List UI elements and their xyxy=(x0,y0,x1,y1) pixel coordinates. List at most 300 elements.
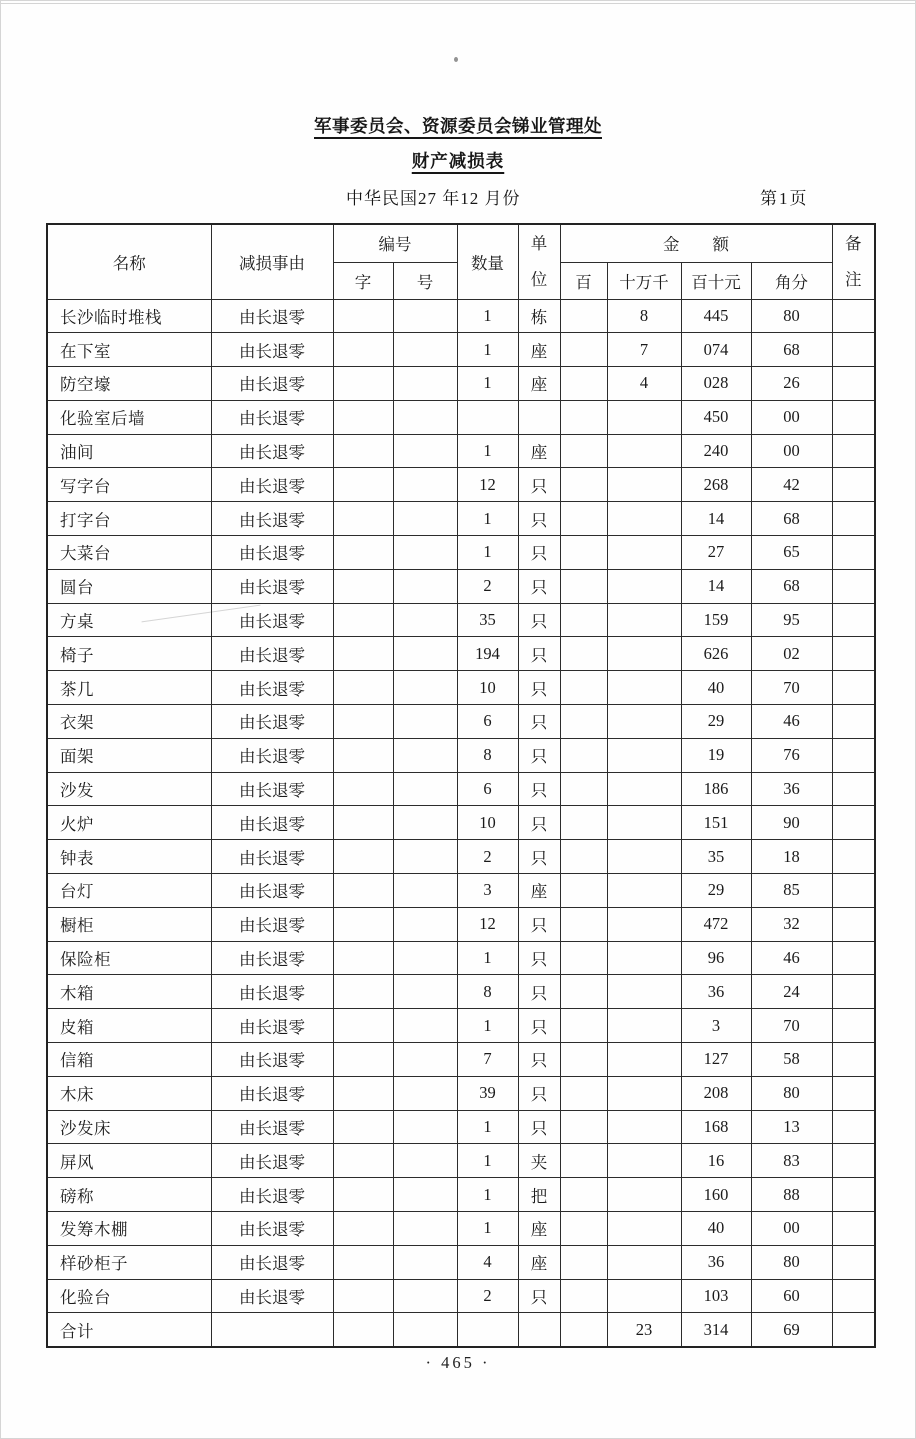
reason-cell: 由长退零 xyxy=(211,333,333,367)
unit-cell: 只 xyxy=(518,941,560,975)
amount-baishiyuan-cell: 186 xyxy=(681,772,751,806)
header-amount-jiaofen: 角分 xyxy=(751,262,832,299)
table-row xyxy=(47,603,875,637)
serial-zi-cell xyxy=(333,1279,393,1313)
quantity-cell: 1 xyxy=(457,1144,518,1178)
amount-jiaofen-cell: 80 xyxy=(751,1076,832,1110)
amount-jiaofen-cell: 95 xyxy=(751,603,832,637)
remark-cell xyxy=(832,840,875,874)
quantity-cell: 1 xyxy=(457,536,518,570)
unit-cell: 座 xyxy=(518,874,560,908)
serial-hao-cell xyxy=(393,637,457,671)
unit-cell: 座 xyxy=(518,1245,560,1279)
amount-bai-cell xyxy=(560,400,607,434)
reason-cell: 由长退零 xyxy=(211,502,333,536)
remark-cell xyxy=(832,400,875,434)
serial-zi-cell xyxy=(333,772,393,806)
table-row xyxy=(47,333,875,367)
amount-baishiyuan-cell: 450 xyxy=(681,400,751,434)
reason-cell: 由长退零 xyxy=(211,772,333,806)
serial-hao-cell xyxy=(393,468,457,502)
amount-shiwanqian-cell xyxy=(607,1043,681,1077)
serial-hao-cell xyxy=(393,1313,457,1347)
amount-shiwanqian-cell xyxy=(607,603,681,637)
property-loss-table xyxy=(46,223,876,1348)
unit-cell xyxy=(518,1313,560,1347)
table-row xyxy=(47,772,875,806)
reason-cell: 由长退零 xyxy=(211,299,333,333)
unit-cell: 座 xyxy=(518,333,560,367)
scan-artifact-line xyxy=(1,3,915,4)
amount-jiaofen-cell: 65 xyxy=(751,536,832,570)
header-amount-shiwanqian: 十万千 xyxy=(607,262,681,299)
amount-bai-cell xyxy=(560,1144,607,1178)
quantity-cell: 1 xyxy=(457,1212,518,1246)
serial-hao-cell xyxy=(393,941,457,975)
name-cell: 写字台 xyxy=(47,468,211,502)
unit-cell: 栋 xyxy=(518,299,560,333)
amount-shiwanqian-cell xyxy=(607,1178,681,1212)
table-body xyxy=(47,299,875,1347)
amount-jiaofen-cell: 24 xyxy=(751,975,832,1009)
amount-shiwanqian-cell xyxy=(607,1245,681,1279)
amount-shiwanqian-cell: 23 xyxy=(607,1313,681,1347)
reason-cell: 由长退零 xyxy=(211,1245,333,1279)
serial-hao-cell xyxy=(393,333,457,367)
quantity-cell: 1 xyxy=(457,1110,518,1144)
quantity-cell: 1 xyxy=(457,502,518,536)
amount-bai-cell xyxy=(560,1110,607,1144)
amount-jiaofen-cell: 00 xyxy=(751,400,832,434)
reason-cell: 由长退零 xyxy=(211,1144,333,1178)
amount-jiaofen-cell: 32 xyxy=(751,907,832,941)
remark-cell xyxy=(832,502,875,536)
reason-cell: 由长退零 xyxy=(211,975,333,1009)
name-cell: 台灯 xyxy=(47,874,211,908)
remark-cell xyxy=(832,1313,875,1347)
reason-cell: 由长退零 xyxy=(211,738,333,772)
quantity-cell: 3 xyxy=(457,874,518,908)
amount-bai-cell xyxy=(560,907,607,941)
table-row xyxy=(47,1110,875,1144)
amount-shiwanqian-cell xyxy=(607,874,681,908)
table-header xyxy=(47,224,875,299)
serial-zi-cell xyxy=(333,975,393,1009)
amount-jiaofen-cell: 90 xyxy=(751,806,832,840)
table-row xyxy=(47,1212,875,1246)
amount-bai-cell xyxy=(560,975,607,1009)
serial-zi-cell xyxy=(333,1043,393,1077)
amount-bai-cell xyxy=(560,671,607,705)
table-row xyxy=(47,874,875,908)
unit-cell: 只 xyxy=(518,536,560,570)
serial-hao-cell xyxy=(393,1212,457,1246)
serial-hao-cell xyxy=(393,603,457,637)
unit-cell: 只 xyxy=(518,772,560,806)
amount-baishiyuan-cell: 35 xyxy=(681,840,751,874)
amount-baishiyuan-cell: 29 xyxy=(681,705,751,739)
quantity-cell: 12 xyxy=(457,468,518,502)
amount-bai-cell xyxy=(560,637,607,671)
serial-hao-cell xyxy=(393,1245,457,1279)
reason-cell: 由长退零 xyxy=(211,705,333,739)
serial-hao-cell xyxy=(393,536,457,570)
amount-shiwanqian-cell xyxy=(607,907,681,941)
unit-cell: 只 xyxy=(518,1279,560,1313)
reason-cell: 由长退零 xyxy=(211,1043,333,1077)
name-cell: 合计 xyxy=(47,1313,211,1347)
remark-cell xyxy=(832,367,875,401)
header-amount-bai: 百 xyxy=(560,262,607,299)
remark-cell xyxy=(832,536,875,570)
amount-baishiyuan-cell: 40 xyxy=(681,671,751,705)
amount-bai-cell xyxy=(560,806,607,840)
serial-hao-cell xyxy=(393,1110,457,1144)
header-amount-baishiyuan: 百十元 xyxy=(681,262,751,299)
reason-cell: 由长退零 xyxy=(211,941,333,975)
table-row xyxy=(47,468,875,502)
name-cell: 皮箱 xyxy=(47,1009,211,1043)
amount-baishiyuan-cell: 36 xyxy=(681,1245,751,1279)
table-row xyxy=(47,738,875,772)
amount-shiwanqian-cell xyxy=(607,738,681,772)
remark-cell xyxy=(832,671,875,705)
serial-hao-cell xyxy=(393,907,457,941)
serial-hao-cell xyxy=(393,299,457,333)
amount-jiaofen-cell: 13 xyxy=(751,1110,832,1144)
amount-baishiyuan-cell: 27 xyxy=(681,536,751,570)
quantity-cell: 39 xyxy=(457,1076,518,1110)
unit-cell: 只 xyxy=(518,637,560,671)
amount-baishiyuan-cell: 103 xyxy=(681,1279,751,1313)
quantity-cell: 6 xyxy=(457,772,518,806)
amount-jiaofen-cell: 00 xyxy=(751,1212,832,1246)
amount-shiwanqian-cell xyxy=(607,840,681,874)
serial-hao-cell xyxy=(393,840,457,874)
name-cell: 大菜台 xyxy=(47,536,211,570)
serial-zi-cell xyxy=(333,536,393,570)
remark-cell xyxy=(832,941,875,975)
header-remarks xyxy=(832,224,875,299)
header-reason: 减损事由 xyxy=(211,224,333,299)
reason-cell xyxy=(211,1313,333,1347)
reason-cell: 由长退零 xyxy=(211,840,333,874)
unit-cell: 座 xyxy=(518,367,560,401)
amount-bai-cell xyxy=(560,1279,607,1313)
table-row xyxy=(47,1245,875,1279)
reason-cell: 由长退零 xyxy=(211,367,333,401)
remark-cell xyxy=(832,1279,875,1313)
table-row xyxy=(47,299,875,333)
amount-bai-cell xyxy=(560,1212,607,1246)
amount-shiwanqian-cell xyxy=(607,434,681,468)
unit-cell: 只 xyxy=(518,1110,560,1144)
amount-bai-cell xyxy=(560,1076,607,1110)
amount-jiaofen-cell: 80 xyxy=(751,1245,832,1279)
amount-baishiyuan-cell: 14 xyxy=(681,502,751,536)
amount-shiwanqian-cell xyxy=(607,1144,681,1178)
table-row xyxy=(47,671,875,705)
reason-cell: 由长退零 xyxy=(211,569,333,603)
name-cell: 木箱 xyxy=(47,975,211,1009)
remark-cell xyxy=(832,434,875,468)
table-row xyxy=(47,536,875,570)
amount-baishiyuan-cell: 160 xyxy=(681,1178,751,1212)
serial-zi-cell xyxy=(333,671,393,705)
serial-hao-cell xyxy=(393,434,457,468)
amount-bai-cell xyxy=(560,1313,607,1347)
amount-bai-cell xyxy=(560,705,607,739)
serial-zi-cell xyxy=(333,738,393,772)
serial-hao-cell xyxy=(393,502,457,536)
quantity-cell: 8 xyxy=(457,738,518,772)
unit-cell: 只 xyxy=(518,502,560,536)
name-cell: 油间 xyxy=(47,434,211,468)
amount-bai-cell xyxy=(560,434,607,468)
quantity-cell: 1 xyxy=(457,434,518,468)
amount-shiwanqian-cell: 4 xyxy=(607,367,681,401)
serial-zi-cell xyxy=(333,874,393,908)
table-row xyxy=(47,367,875,401)
table-row xyxy=(47,1178,875,1212)
doc-title: 财产减损表 xyxy=(411,151,505,171)
amount-jiaofen-cell: 68 xyxy=(751,333,832,367)
amount-baishiyuan-cell: 29 xyxy=(681,874,751,908)
amount-shiwanqian-cell xyxy=(607,637,681,671)
table-row xyxy=(47,941,875,975)
serial-zi-cell xyxy=(333,907,393,941)
table-row xyxy=(47,434,875,468)
serial-hao-cell xyxy=(393,874,457,908)
name-cell: 衣架 xyxy=(47,705,211,739)
quantity-cell: 4 xyxy=(457,1245,518,1279)
amount-baishiyuan-cell: 626 xyxy=(681,637,751,671)
remark-cell xyxy=(832,299,875,333)
amount-baishiyuan-cell: 151 xyxy=(681,806,751,840)
unit-cell: 只 xyxy=(518,738,560,772)
amount-jiaofen-cell: 60 xyxy=(751,1279,832,1313)
quantity-cell: 1 xyxy=(457,941,518,975)
amount-jiaofen-cell: 70 xyxy=(751,671,832,705)
header-amount: 金 额 xyxy=(560,224,832,262)
table-row xyxy=(47,705,875,739)
table-row xyxy=(47,569,875,603)
serial-hao-cell xyxy=(393,1043,457,1077)
table-row xyxy=(47,806,875,840)
reason-cell: 由长退零 xyxy=(211,1009,333,1043)
reason-cell: 由长退零 xyxy=(211,1178,333,1212)
header-quantity: 数量 xyxy=(457,224,518,299)
serial-zi-cell xyxy=(333,333,393,367)
name-cell: 钟表 xyxy=(47,840,211,874)
amount-bai-cell xyxy=(560,738,607,772)
table-row xyxy=(47,1043,875,1077)
header-serial-hao: 号 xyxy=(393,262,457,299)
reason-cell: 由长退零 xyxy=(211,637,333,671)
amount-bai-cell xyxy=(560,569,607,603)
serial-hao-cell xyxy=(393,975,457,1009)
remark-cell xyxy=(832,603,875,637)
serial-zi-cell xyxy=(333,434,393,468)
remark-cell xyxy=(832,1245,875,1279)
reason-cell: 由长退零 xyxy=(211,806,333,840)
quantity-cell: 1 xyxy=(457,367,518,401)
table-row xyxy=(47,1279,875,1313)
amount-shiwanqian-cell xyxy=(607,502,681,536)
quantity-cell: 8 xyxy=(457,975,518,1009)
quantity-cell: 1 xyxy=(457,1009,518,1043)
unit-cell: 只 xyxy=(518,705,560,739)
remark-cell xyxy=(832,907,875,941)
header-name: 名称 xyxy=(47,224,211,299)
serial-hao-cell xyxy=(393,671,457,705)
amount-baishiyuan-cell: 314 xyxy=(681,1313,751,1347)
remark-cell xyxy=(832,1178,875,1212)
unit-cell: 只 xyxy=(518,907,560,941)
serial-zi-cell xyxy=(333,941,393,975)
reason-cell: 由长退零 xyxy=(211,434,333,468)
amount-bai-cell xyxy=(560,367,607,401)
remark-cell xyxy=(832,1043,875,1077)
page-number-label: 第1页 xyxy=(760,189,809,208)
serial-zi-cell xyxy=(333,806,393,840)
amount-shiwanqian-cell xyxy=(607,569,681,603)
amount-shiwanqian-cell xyxy=(607,975,681,1009)
reason-cell: 由长退零 xyxy=(211,603,333,637)
remark-cell xyxy=(832,738,875,772)
serial-hao-cell xyxy=(393,367,457,401)
table-row xyxy=(47,400,875,434)
header-serial-zi: 字 xyxy=(333,262,393,299)
header-unit-label: 单位 xyxy=(530,233,548,289)
amount-bai-cell xyxy=(560,941,607,975)
name-cell: 面架 xyxy=(47,738,211,772)
name-cell: 椅子 xyxy=(47,637,211,671)
table-row xyxy=(47,840,875,874)
serial-zi-cell xyxy=(333,1009,393,1043)
serial-zi-cell xyxy=(333,1313,393,1347)
amount-bai-cell xyxy=(560,502,607,536)
remark-cell xyxy=(832,705,875,739)
amount-baishiyuan-cell: 127 xyxy=(681,1043,751,1077)
amount-shiwanqian-cell xyxy=(607,806,681,840)
quantity-cell: 1 xyxy=(457,1178,518,1212)
amount-shiwanqian-cell xyxy=(607,772,681,806)
reason-cell: 由长退零 xyxy=(211,671,333,705)
amount-baishiyuan-cell: 168 xyxy=(681,1110,751,1144)
unit-cell: 只 xyxy=(518,1043,560,1077)
serial-zi-cell xyxy=(333,1110,393,1144)
serial-hao-cell xyxy=(393,1178,457,1212)
org-title: 军事委员会、资源委员会锑业管理处 xyxy=(314,116,602,136)
serial-zi-cell xyxy=(333,468,393,502)
amount-baishiyuan-cell: 208 xyxy=(681,1076,751,1110)
amount-jiaofen-cell: 83 xyxy=(751,1144,832,1178)
amount-bai-cell xyxy=(560,603,607,637)
serial-zi-cell xyxy=(333,299,393,333)
quantity-cell: 10 xyxy=(457,671,518,705)
name-cell: 长沙临时堆栈 xyxy=(47,299,211,333)
amount-baishiyuan-cell: 445 xyxy=(681,299,751,333)
quantity-cell: 2 xyxy=(457,840,518,874)
amount-shiwanqian-cell xyxy=(607,400,681,434)
amount-jiaofen-cell: 69 xyxy=(751,1313,832,1347)
serial-zi-cell xyxy=(333,1212,393,1246)
name-cell: 木床 xyxy=(47,1076,211,1110)
quantity-cell: 35 xyxy=(457,603,518,637)
name-cell: 火炉 xyxy=(47,806,211,840)
unit-cell: 夹 xyxy=(518,1144,560,1178)
name-cell: 在下室 xyxy=(47,333,211,367)
amount-jiaofen-cell: 58 xyxy=(751,1043,832,1077)
reason-cell: 由长退零 xyxy=(211,874,333,908)
amount-jiaofen-cell: 42 xyxy=(751,468,832,502)
amount-bai-cell xyxy=(560,1009,607,1043)
remark-cell xyxy=(832,637,875,671)
amount-jiaofen-cell: 26 xyxy=(751,367,832,401)
reason-cell: 由长退零 xyxy=(211,400,333,434)
remark-cell xyxy=(832,772,875,806)
serial-zi-cell xyxy=(333,502,393,536)
amount-jiaofen-cell: 46 xyxy=(751,705,832,739)
table-row xyxy=(47,1076,875,1110)
serial-zi-cell xyxy=(333,603,393,637)
serial-zi-cell xyxy=(333,705,393,739)
amount-baishiyuan-cell: 16 xyxy=(681,1144,751,1178)
amount-baishiyuan-cell: 3 xyxy=(681,1009,751,1043)
quantity-cell xyxy=(457,400,518,434)
amount-jiaofen-cell: 36 xyxy=(751,772,832,806)
amount-baishiyuan-cell: 028 xyxy=(681,367,751,401)
name-cell: 打字台 xyxy=(47,502,211,536)
unit-cell: 只 xyxy=(518,468,560,502)
amount-jiaofen-cell: 02 xyxy=(751,637,832,671)
unit-cell xyxy=(518,400,560,434)
amount-shiwanqian-cell xyxy=(607,671,681,705)
name-cell: 屏风 xyxy=(47,1144,211,1178)
remark-cell xyxy=(832,806,875,840)
serial-zi-cell xyxy=(333,1178,393,1212)
unit-cell: 只 xyxy=(518,806,560,840)
name-cell: 磅称 xyxy=(47,1178,211,1212)
header-serial: 编号 xyxy=(333,224,457,262)
quantity-cell: 6 xyxy=(457,705,518,739)
table-row xyxy=(47,1009,875,1043)
name-cell: 方桌 xyxy=(47,603,211,637)
reason-cell: 由长退零 xyxy=(211,468,333,502)
serial-zi-cell xyxy=(333,367,393,401)
quantity-cell: 194 xyxy=(457,637,518,671)
serial-zi-cell xyxy=(333,1076,393,1110)
amount-jiaofen-cell: 85 xyxy=(751,874,832,908)
amount-bai-cell xyxy=(560,772,607,806)
remark-cell xyxy=(832,874,875,908)
reason-cell: 由长退零 xyxy=(211,1279,333,1313)
amount-baishiyuan-cell: 36 xyxy=(681,975,751,1009)
amount-bai-cell xyxy=(560,468,607,502)
footer-page-number: · 465 · xyxy=(425,1353,491,1372)
remark-cell xyxy=(832,975,875,1009)
date-line: 中华民国27 年12 月份 xyxy=(346,189,521,208)
unit-cell: 把 xyxy=(518,1178,560,1212)
reason-cell: 由长退零 xyxy=(211,536,333,570)
unit-cell: 只 xyxy=(518,671,560,705)
table-row xyxy=(47,1144,875,1178)
reason-cell: 由长退零 xyxy=(211,907,333,941)
amount-bai-cell xyxy=(560,299,607,333)
serial-hao-cell xyxy=(393,1279,457,1313)
table-row xyxy=(47,975,875,1009)
